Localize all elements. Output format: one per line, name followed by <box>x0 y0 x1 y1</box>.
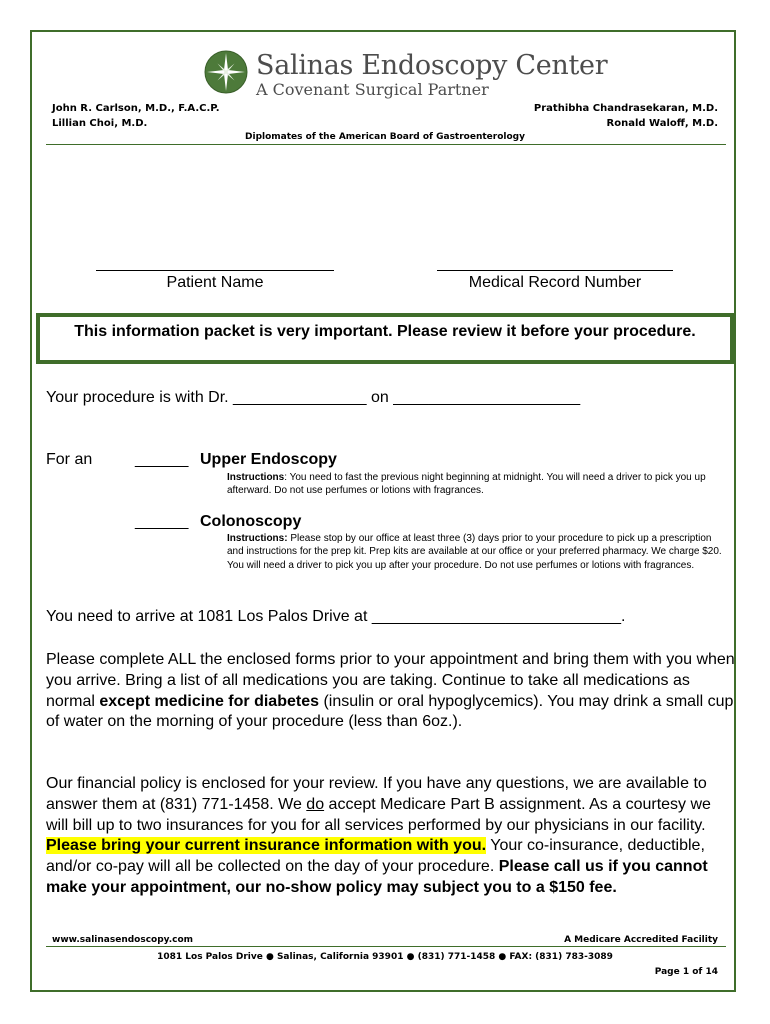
logo-tagline: A Covenant Surgical Partner <box>256 80 489 99</box>
diplomates-line: Diplomates of the American Board of Gastroenterology <box>245 132 525 142</box>
compass-star-logo-icon <box>204 50 248 94</box>
page-number: Page 1 of 14 <box>654 967 718 977</box>
doctor-choi: Lillian Choi, M.D. <box>52 118 148 129</box>
doctor-chandrasekaran: Prathibha Chandrasekaran, M.D. <box>533 103 718 114</box>
for-an-label: For an <box>46 451 93 468</box>
logo-name: Salinas Endoscopy Center <box>256 50 608 81</box>
footer-divider <box>46 946 726 947</box>
upper-endoscopy-title: Upper Endoscopy <box>200 451 337 468</box>
footer-address: 1081 Los Palos Drive ● Salinas, California 93901 ● (831) 771-1458 ● FAX: (831) 783-3089 <box>157 952 613 962</box>
arrival-line: You need to arrive at 1081 Los Palos Drive at ____________________________. <box>46 608 626 625</box>
colonoscopy-blank[interactable]: ______ <box>135 513 189 530</box>
header-divider <box>46 144 726 145</box>
upper-endoscopy-instructions: Instructions: You need to fast the previous night beginning at midnight. You will need a driver to pick you up afterward. Do not use perfumes or lotions with fragrances. <box>227 472 706 497</box>
doctor-waloff: Ronald Waloff, M.D. <box>606 118 718 129</box>
important-notice-box: This information packet is very important. Please review it before your procedure. <box>36 313 734 364</box>
colonoscopy-title: Colonoscopy <box>200 513 302 530</box>
patient-name-label: Patient Name <box>166 274 264 291</box>
colonoscopy-instructions: Instructions: Please stop by our office at least three (3) days prior to your procedure to pick up a prescription and instructions for the prep kit. Prep kits are available at our office or your preferred pharmacy. We charge $20. You will need a driver to pick you up after your procedure. Do not use perfumes or lotions with fragrances. <box>227 533 722 571</box>
insurance-highlight: Please bring your current insurance information with you. <box>46 837 487 855</box>
medicare-accredited-label: A Medicare Accredited Facility <box>564 935 718 945</box>
medical-record-number-label: Medical Record Number <box>468 274 642 291</box>
upper-endoscopy-blank[interactable]: ______ <box>135 451 189 468</box>
patient-name-line[interactable] <box>96 270 334 271</box>
website-link[interactable]: www.salinasendoscopy.com <box>52 935 194 945</box>
procedure-doctor-date-line: Your procedure is with Dr. _______________ on _____________________ <box>46 389 581 406</box>
financial-policy-paragraph: Our financial policy is enclosed for your review. If you have any questions, we are available to answer them at (831) 771-1458. We do accept Medicare Part B assignment. As a courtesy we will bill up to two insurances for you for all services performed by our physicians in our facility. Please bring your current insurance information with you. Your co-insurance, deductible, and/or co-pay will all be collected on the day of your procedure. Please call us if you cannot make your appointment, our no-show policy may subject you to a $150 fee. <box>46 775 711 896</box>
forms-paragraph: Please complete ALL the enclosed forms prior to your appointment and bring them with you when you arrive. Bring a list of all medications you are taking. Continue to take all medications as normal except medicine for diabetes (insulin or oral hypoglycemics). You may drink a small cup of water on the morning of your procedure (less than 6oz.). <box>46 651 735 731</box>
medical-record-number-line[interactable] <box>437 270 673 271</box>
doctor-carlson: John R. Carlson, M.D., F.A.C.P. <box>52 103 220 114</box>
